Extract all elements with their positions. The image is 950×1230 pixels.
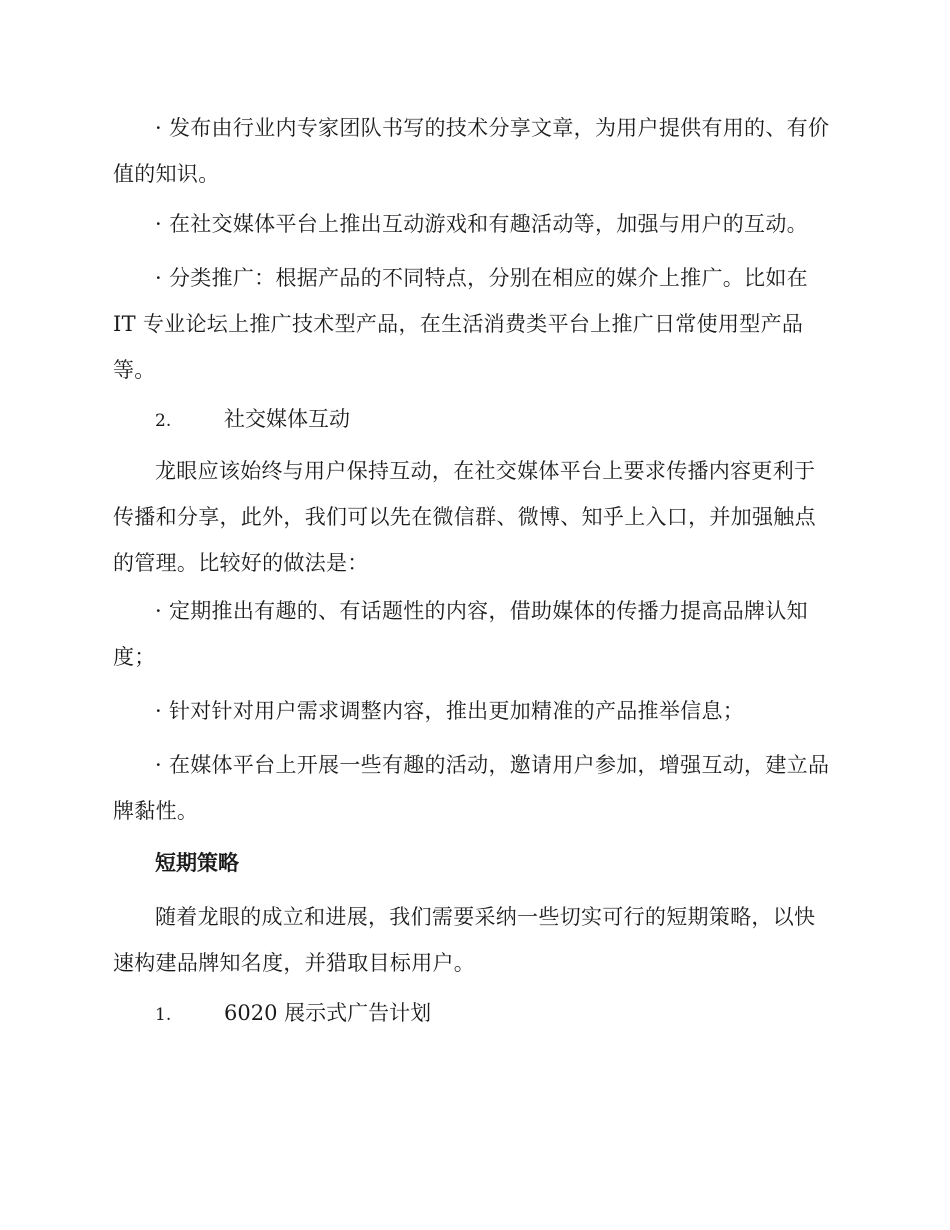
bullet-paragraph-activities: · 在媒体平台上开展一些有趣的活动，邀请用户参加，增强互动，建立品牌黏性。	[113, 753, 830, 823]
paragraph-short-term-intro: 随着龙眼的成立和进展，我们需要采纳一些切实可行的短期策略，以快速构建品牌知名度，并猎取目标用户。	[113, 905, 816, 975]
numbered-item-display-ads	[155, 990, 431, 1038]
bullet-paragraph-topical-content: · 定期推出有趣的、有话题性的内容，借助媒体的传播力提高品牌认知度；	[113, 599, 808, 669]
section-heading-short-term: 短期策略	[155, 851, 239, 875]
bullet-paragraph-expert-articles: · 发布由行业内专家团队书写的技术分享文章，为用户提供有用的、有价值的知识。	[113, 116, 830, 186]
bullet-paragraph-interactive-games: · 在社交媒体平台上推出互动游戏和有趣活动等，加强与用户的互动。	[155, 212, 808, 236]
numbered-item-social-media	[155, 396, 350, 444]
list-number: 2.	[155, 411, 172, 431]
bullet-paragraph-targeted-content: · 针对针对用户需求调整内容，推出更加精准的产品推举信息；	[155, 699, 745, 723]
bullet-paragraph-category-promotion: · 分类推广：根据产品的不同特点，分别在相应的媒介上推广。比如在 IT 专业论坛上推广技术型产品，在生活消费类平台上推广日常使用型产品等。	[113, 266, 808, 382]
list-item-title: 社交媒体互动	[224, 407, 350, 431]
list-number: 1.	[155, 1005, 172, 1025]
list-item-title: 6020 展示式广告计划	[224, 1001, 432, 1025]
paragraph-social-interaction: 龙眼应该始终与用户保持互动，在社交媒体平台上要求传播内容更利于传播和分享，此外，我们可以先在微信群、微博、知乎上入口，并加强触点的管理。比较好的做法是：	[113, 459, 816, 575]
